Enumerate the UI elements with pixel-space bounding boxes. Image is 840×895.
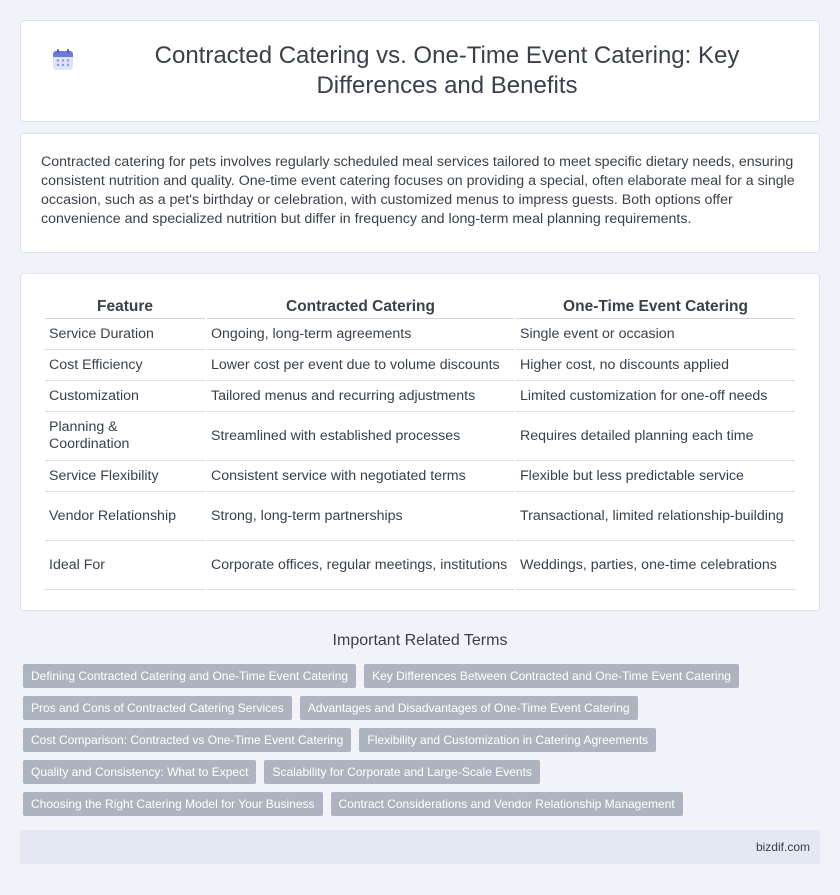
related-term-tag[interactable]: Advantages and Disadvantages of One-Time Event Catering [300, 696, 638, 720]
table-cell: Service Flexibility [45, 461, 205, 492]
column-header-one-time: One-Time Event Catering [516, 296, 795, 319]
related-term-tag[interactable]: Defining Contracted Catering and One-Time Event Catering [23, 664, 356, 688]
table-header-row [45, 296, 795, 319]
table-cell: Transactional, limited relationship-building [516, 492, 795, 541]
table-row [45, 381, 795, 412]
related-term-tag[interactable]: Scalability for Corporate and Large-Scale Events [264, 760, 539, 784]
related-term-tag[interactable]: Pros and Cons of Contracted Catering Services [23, 696, 292, 720]
related-term-tag[interactable]: Choosing the Right Catering Model for Your Business [23, 792, 323, 816]
table-cell: Corporate offices, regular meetings, institutions [207, 541, 514, 590]
related-term-tag[interactable]: Key Differences Between Contracted and One-Time Event Catering [364, 664, 739, 688]
footer [20, 830, 820, 864]
table-cell: Requires detailed planning each time [516, 412, 795, 461]
calendar-icon [51, 48, 75, 72]
intro-card [20, 133, 820, 253]
table-cell: Flexible but less predictable service [516, 461, 795, 492]
table-cell: Higher cost, no discounts applied [516, 350, 795, 381]
column-header-contracted: Contracted Catering [207, 296, 514, 319]
tag-row [23, 696, 823, 720]
table-row [45, 461, 795, 492]
table-row [45, 492, 795, 541]
table-cell: Customization [45, 381, 205, 412]
column-header-feature: Feature [45, 296, 205, 319]
table-cell: Limited customization for one-off needs [516, 381, 795, 412]
related-term-tag[interactable]: Quality and Consistency: What to Expect [23, 760, 256, 784]
table-cell: Cost Efficiency [45, 350, 205, 381]
table-row [45, 350, 795, 381]
table-row [45, 541, 795, 590]
related-term-tag[interactable]: Cost Comparison: Contracted vs One-Time Event Catering [23, 728, 351, 752]
table-cell: Streamlined with established processes [207, 412, 514, 461]
footer-site-link[interactable]: bizdif.com [755, 840, 810, 854]
tag-row [23, 664, 823, 688]
related-term-tag[interactable]: Flexibility and Customization in Catering Agreements [359, 728, 656, 752]
tag-row [23, 760, 823, 784]
tag-row [23, 792, 823, 816]
related-terms-tags [23, 664, 823, 824]
table-cell: Tailored menus and recurring adjustments [207, 381, 514, 412]
tag-row [23, 728, 823, 752]
table-cell: Single event or occasion [516, 319, 795, 350]
related-term-tag[interactable]: Contract Considerations and Vendor Relationship Management [331, 792, 683, 816]
comparison-table [43, 296, 797, 590]
table-cell: Planning & Coordination [45, 412, 205, 461]
table-cell: Lower cost per event due to volume discounts [207, 350, 514, 381]
table-cell: Strong, long-term partnerships [207, 492, 514, 541]
comparison-table-card [20, 273, 820, 611]
table-cell: Vendor Relationship [45, 492, 205, 541]
header-card [20, 20, 820, 122]
table-cell: Ideal For [45, 541, 205, 590]
table-cell: Service Duration [45, 319, 205, 350]
table-cell: Ongoing, long-term agreements [207, 319, 514, 350]
page-title: Contracted Catering vs. One-Time Event Catering: Key Differences and Benefits [154, 42, 740, 99]
table-row [45, 319, 795, 350]
table-cell: Weddings, parties, one-time celebrations [516, 541, 795, 590]
table-row [45, 412, 795, 461]
table-cell: Consistent service with negotiated terms [207, 461, 514, 492]
related-terms-title: Important Related Terms [332, 632, 508, 649]
intro-text: Contracted catering for pets involves regularly scheduled meal services tailored to meet specific dietary needs, ensuring consistent nutrition and quality. One-time event catering focuses on providing a special, often elaborate meal for a single occasion, such as a pet's birthday or celebration, with customized menus to impress guests. Both options offer convenience and specialized nutrition but differ in frequency and long-term meal planning requirements. [41, 154, 795, 227]
